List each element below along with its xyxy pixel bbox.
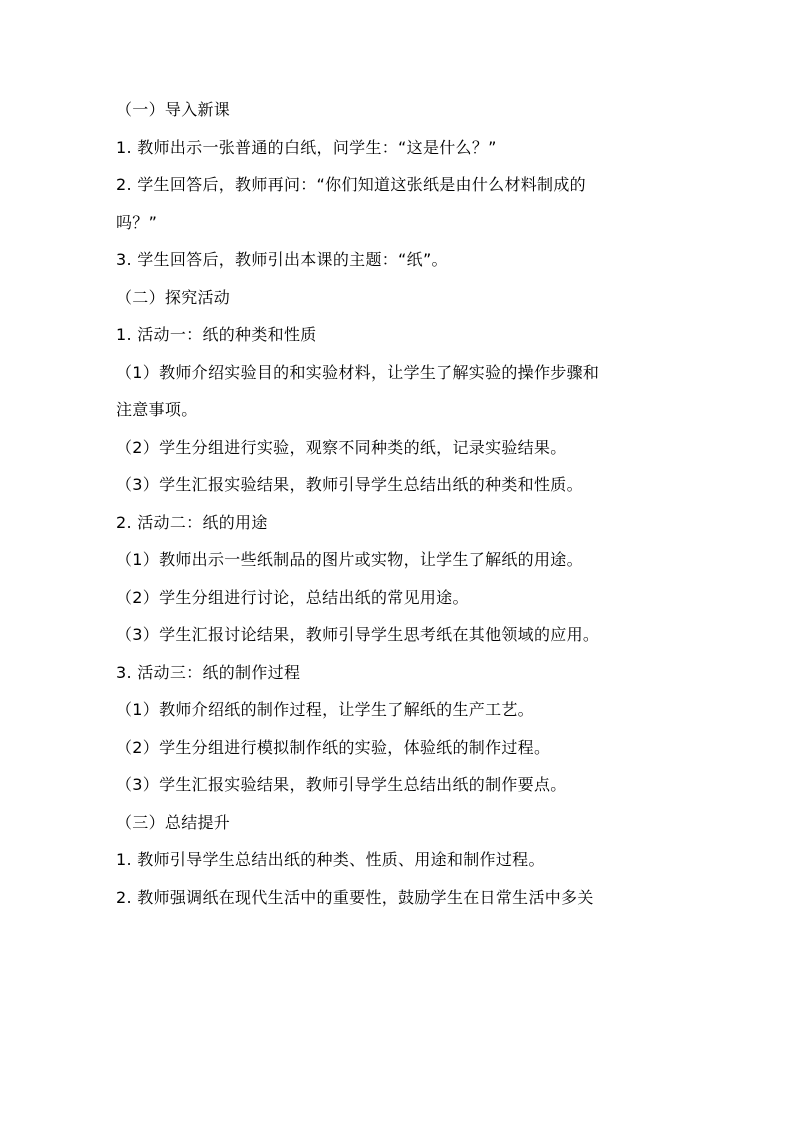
document-body: [116, 100, 681, 925]
paragraph-line: （2）学生分组进行讨论，总结出纸的常见用途。: [116, 587, 469, 607]
paragraph-line: 3. 学生回答后，教师引出本课的主题：“纸”。: [116, 250, 448, 269]
section-heading-explore: （二）探究活动: [116, 287, 231, 307]
paragraph-line: 1. 教师出示一张普通的白纸，问学生：“这是什么？”: [116, 137, 497, 157]
section-heading-summary: （三）总结提升: [116, 812, 231, 832]
paragraph-line: 2. 教师强调纸在现代生活中的重要性，鼓励学生在日常生活中多关: [116, 887, 594, 907]
paragraph-line: （1）教师出示一些纸制品的图片或实物，让学生了解纸的用途。: [116, 550, 583, 569]
paragraph-line: 吗？”: [116, 212, 158, 232]
paragraph-line: （1）教师介绍实验目的和实验材料，让学生了解实验的操作步骤和: [116, 362, 600, 382]
paragraph-line: （3）学生汇报实验结果，教师引导学生总结出纸的制作要点。: [116, 775, 567, 794]
paragraph-line: 2. 学生回答后，教师再问：“你们知道这张纸是由什么材料制成的: [116, 175, 586, 194]
paragraph-line: （1）教师介绍纸的制作过程，让学生了解纸的生产工艺。: [116, 700, 534, 719]
activity-heading: 1. 活动一：纸的种类和性质: [116, 325, 317, 344]
paragraph-line: （2）学生分组进行模拟制作纸的实验，体验纸的制作过程。: [116, 737, 551, 757]
paragraph-line: （3）学生汇报实验结果，教师引导学生总结出纸的种类和性质。: [116, 475, 583, 494]
paragraph-line: 注意事项。: [116, 400, 198, 419]
paragraph-line: （3）学生汇报讨论结果，教师引导学生思考纸在其他领域的应用。: [116, 625, 600, 644]
paragraph-line: （2）学生分组进行实验，观察不同种类的纸，记录实验结果。: [116, 437, 567, 457]
activity-heading: 3. 活动三：纸的制作过程: [116, 662, 301, 682]
section-heading-intro: （一）导入新课: [116, 100, 231, 119]
activity-heading: 2. 活动二：纸的用途: [116, 512, 268, 532]
paragraph-line: 1. 教师引导学生总结出纸的种类、性质、用途和制作过程。: [116, 850, 545, 869]
